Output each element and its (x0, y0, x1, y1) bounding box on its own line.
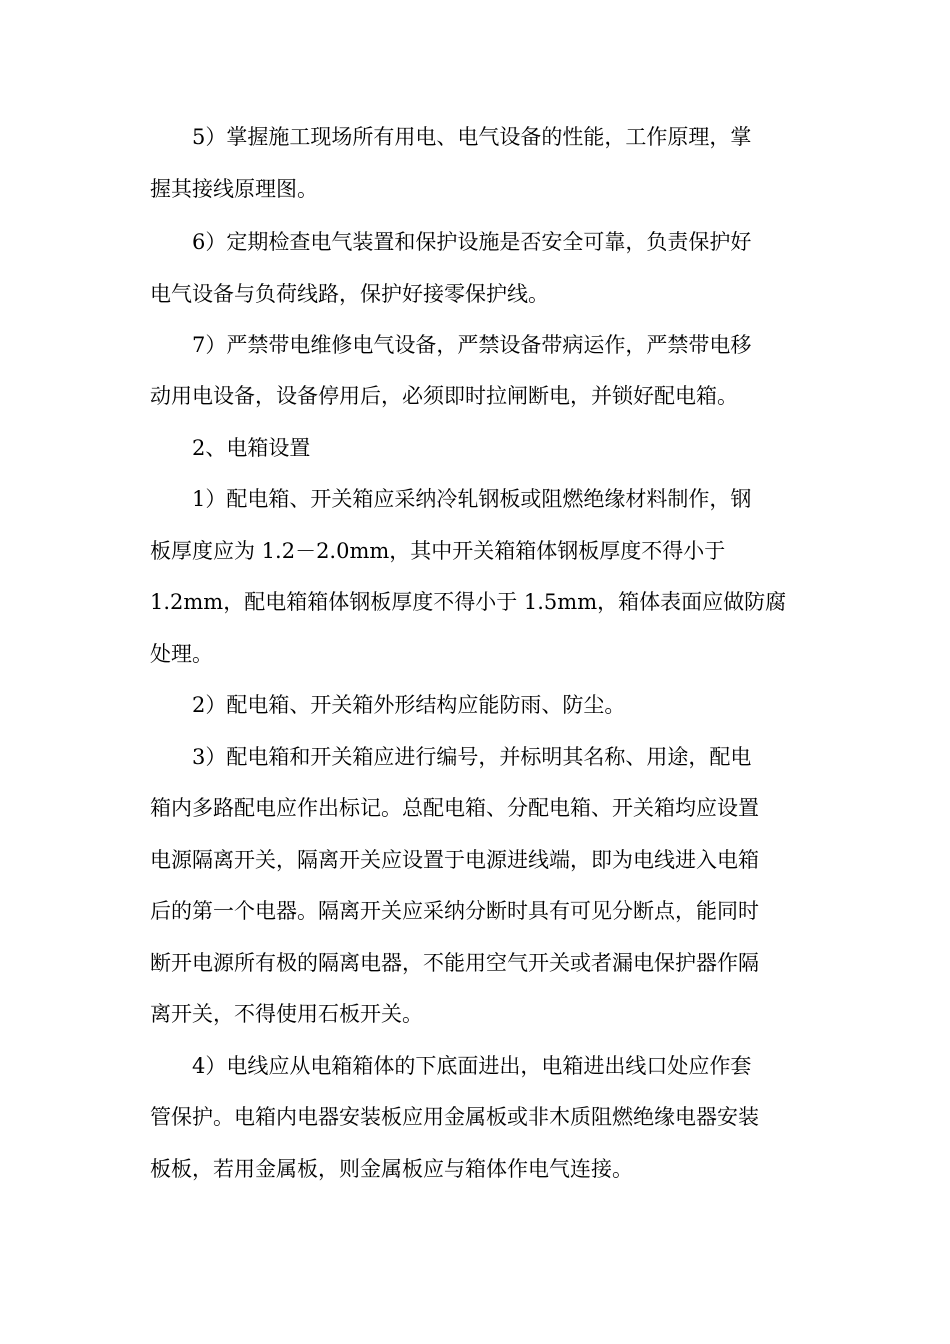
item-1-line-4: 处理。 (150, 642, 213, 666)
item-4-line-3: 板板，若用金属板，则金属板应与箱体作电气连接。 (150, 1157, 633, 1181)
item-3-line-1: 3）配电箱和开关箱应进行编号，并标明其名称、用途，配电 (192, 745, 752, 769)
item-1-line-1: 1）配电箱、开关箱应采纳冷轧钢板或阻燃绝缘材料制作，钢 (192, 487, 752, 511)
paragraph-7-line-1: 7）严禁带电维修电气设备，严禁设备带病运作，严禁带电移 (192, 333, 752, 357)
paragraph-6-line-2: 电气设备与负荷线路，保护好接零保护线。 (150, 282, 549, 306)
item-3-line-2: 箱内多路配电应作出标记。总配电箱、分配电箱、开关箱均应设置 (150, 796, 759, 820)
item-3-line-4: 后的第一个电器。隔离开关应采纳分断时具有可见分断点，能同时 (150, 899, 759, 923)
item-2-line-1: 2）配电箱、开关箱外形结构应能防雨、防尘。 (192, 693, 626, 717)
paragraph-6-line-1: 6）定期检查电气装置和保护设施是否安全可靠，负责保护好 (192, 230, 752, 254)
item-3-line-3: 电源隔离开关，隔离开关应设置于电源进线端，即为电线进入电箱 (150, 848, 759, 872)
paragraph-7-line-2: 动用电设备，设备停用后，必须即时拉闸断电，并锁好配电箱。 (150, 384, 738, 408)
paragraph-5-line-2: 握其接线原理图。 (150, 177, 318, 201)
paragraph-5-line-1: 5）掌握施工现场所有用电、电气设备的性能，工作原理，掌 (192, 125, 752, 149)
item-1-line-3: 1.2mm，配电箱箱体钢板厚度不得小于 1.5mm，箱体表面应做防腐 (150, 590, 787, 614)
item-3-line-5: 断开电源所有极的隔离电器，不能用空气开关或者漏电保护器作隔 (150, 951, 759, 975)
item-4-line-2: 管保护。电箱内电器安装板应用金属板或非木质阻燃绝缘电器安装 (150, 1105, 759, 1129)
item-3-line-6: 离开关，不得使用石板开关。 (150, 1002, 423, 1026)
item-4-line-1: 4）电线应从电箱箱体的下底面进出，电箱进出线口处应作套 (192, 1054, 752, 1078)
section-heading: 2、电箱设置 (192, 436, 311, 460)
item-1-line-2: 板厚度应为 1.2－2.0mm，其中开关箱箱体钢板厚度不得小于 (150, 539, 726, 563)
